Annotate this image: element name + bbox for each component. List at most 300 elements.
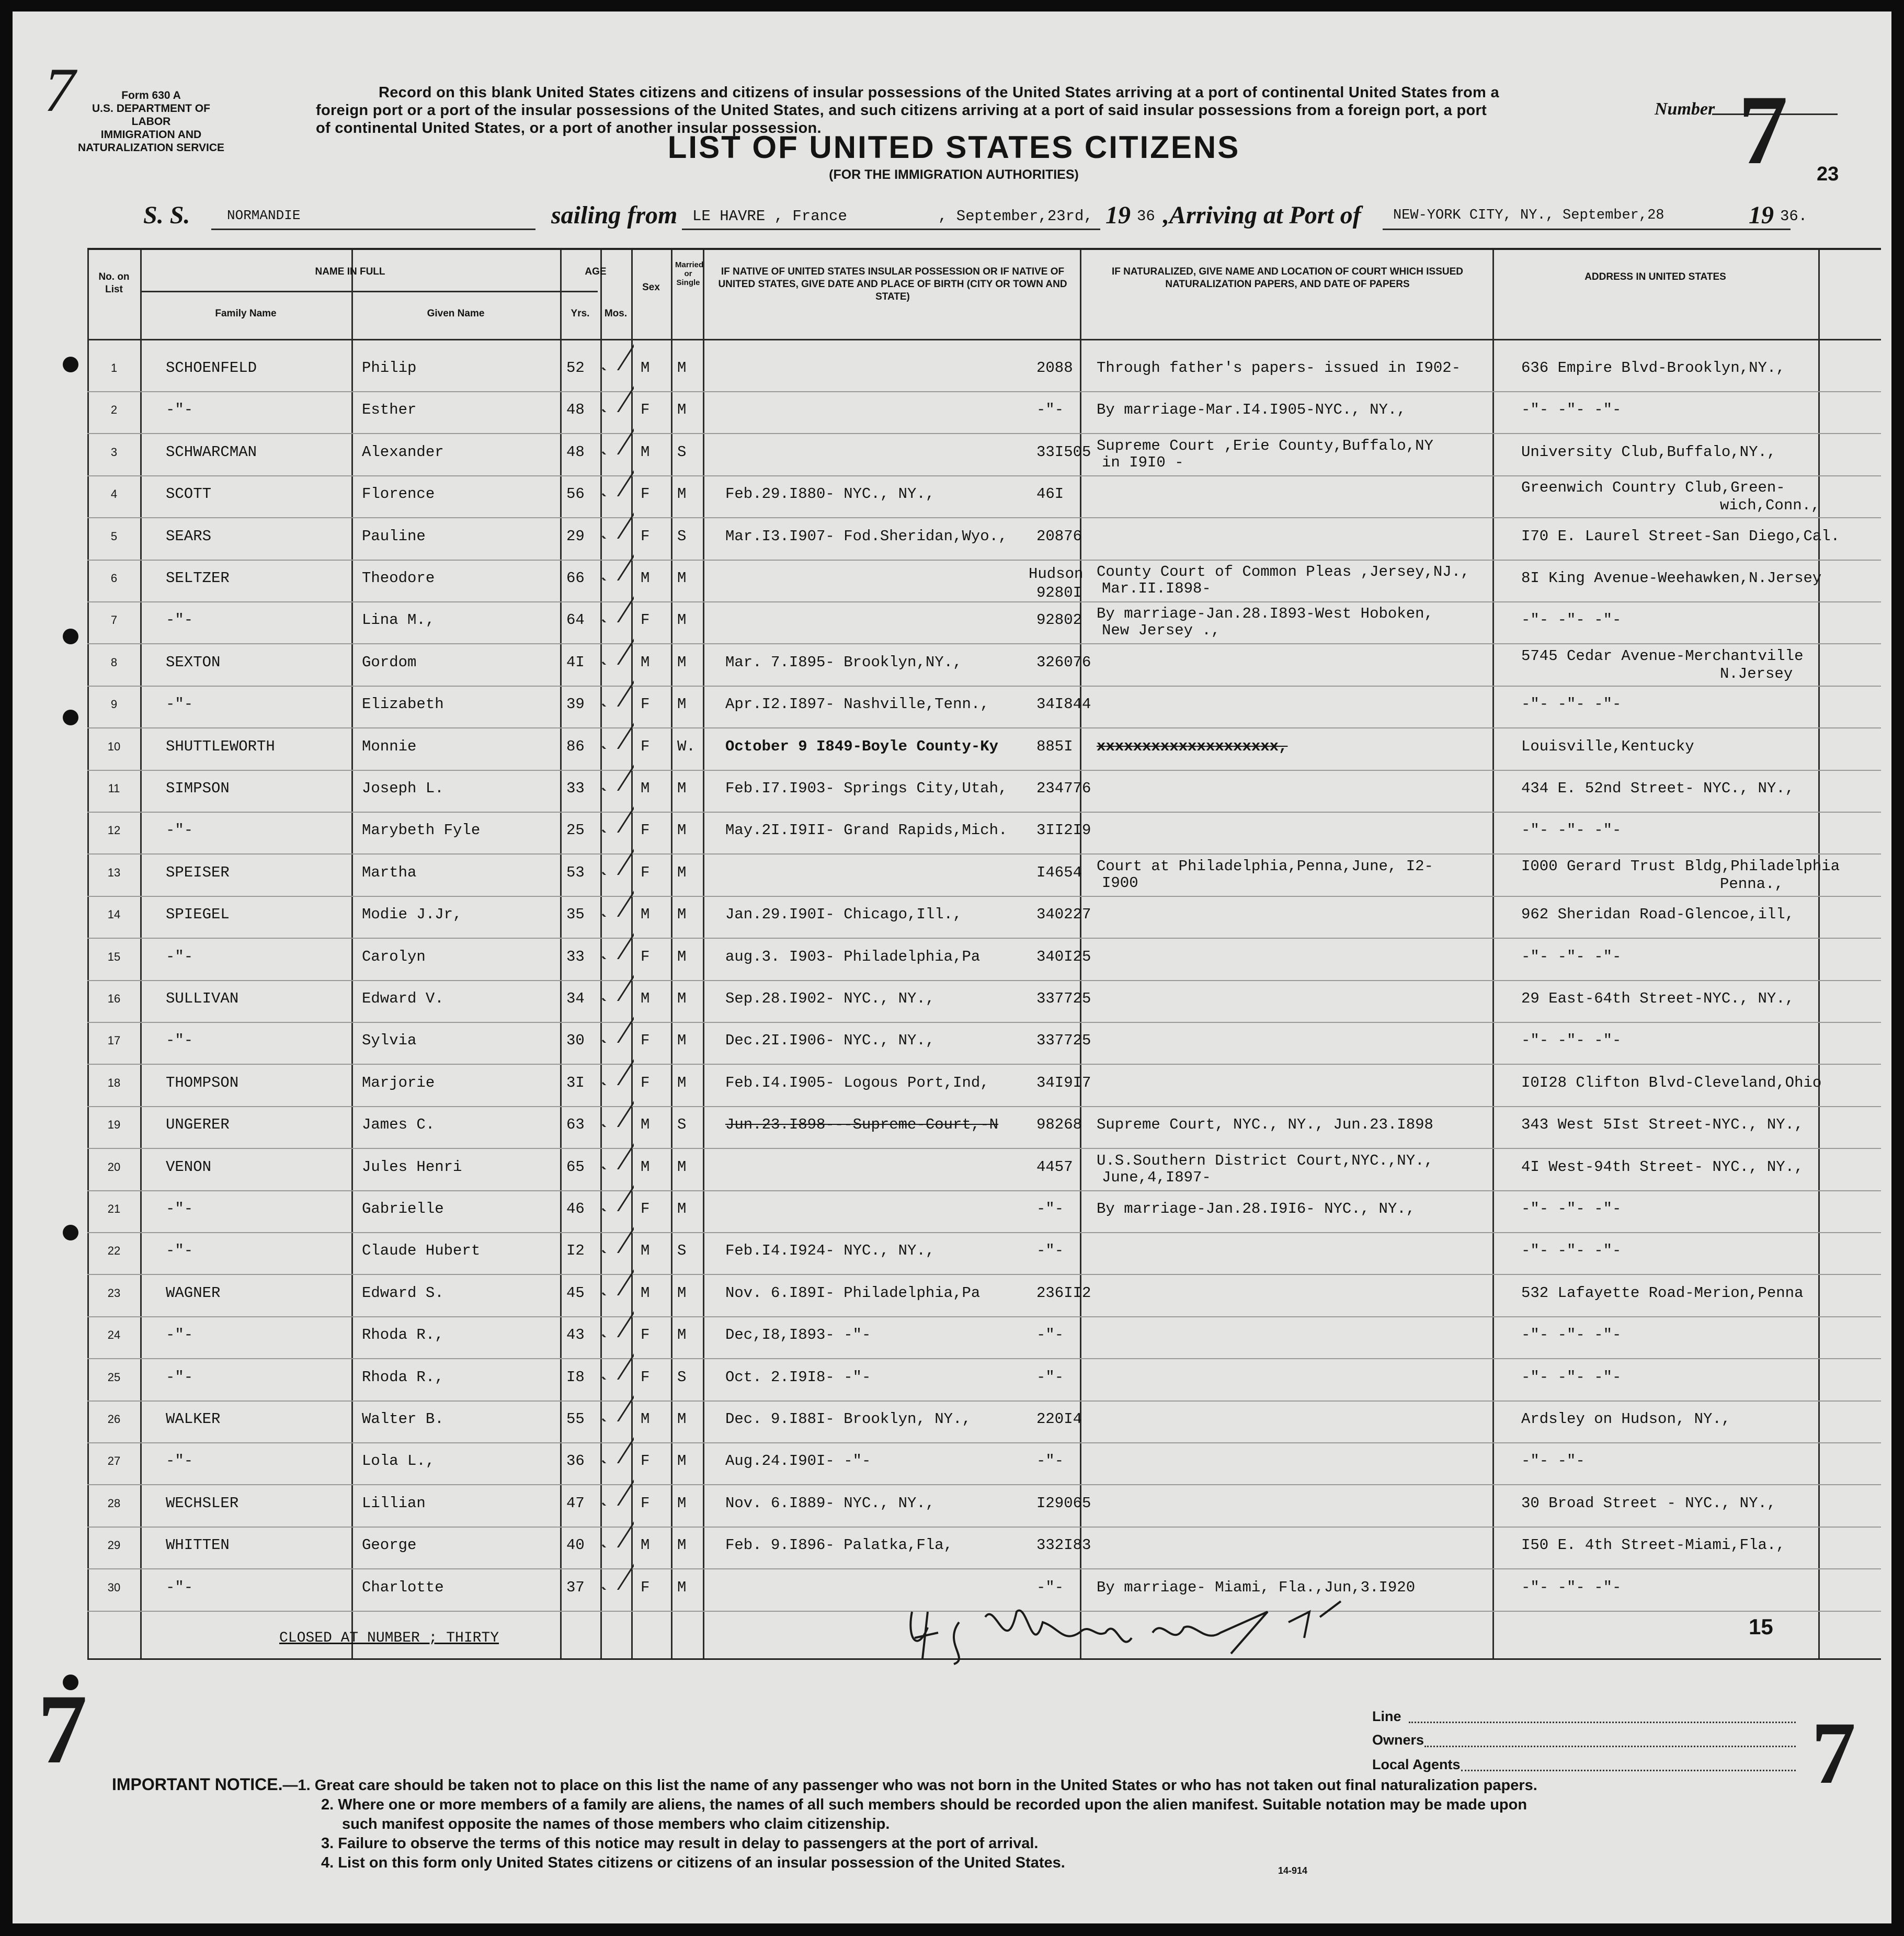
cell-code: -"- — [1036, 1242, 1064, 1260]
cell-addr: -"- -"- -"- — [1521, 401, 1622, 419]
cell-given: Sylvia — [362, 1032, 417, 1050]
arr-year-prefix: 19 — [1749, 201, 1774, 229]
punch-hole — [63, 357, 78, 372]
inspector-signature — [891, 1580, 1362, 1669]
cell-sex: M — [641, 443, 650, 461]
header-yrs: Yrs. — [571, 308, 590, 319]
cell-no: 12 — [107, 824, 121, 837]
cell-no: 25 — [107, 1370, 121, 1384]
cell-addr: -"- -"- -"- — [1521, 1326, 1622, 1344]
row-rule — [87, 1484, 1881, 1485]
cell-sex: F — [641, 1578, 650, 1596]
number-label: Number — [1655, 99, 1715, 119]
cell-no: 8 — [110, 655, 118, 669]
cell-code: -"- — [1036, 1368, 1064, 1386]
row-rule — [87, 517, 1881, 518]
cell-ms: S — [677, 1368, 687, 1386]
cell-ms: M — [677, 1326, 687, 1344]
cell-addr: I0I28 Clifton Blvd-Cleveland,Ohio — [1521, 1074, 1822, 1091]
cell-given: Joseph L. — [362, 780, 444, 797]
cell-code: 20876 — [1036, 527, 1082, 545]
cell-birth: Jun.23.I898---Supreme-Court,-N — [725, 1116, 999, 1134]
print-code: 14-914 — [1278, 1865, 1308, 1876]
check-mark-icon — [597, 928, 634, 959]
cell-no: 1 — [110, 361, 118, 374]
cell-family: VENON — [166, 1158, 212, 1176]
ss-label: S. S. — [143, 201, 190, 229]
cell-code: -"- — [1036, 401, 1064, 419]
cell-family: -"- — [166, 1452, 193, 1470]
cell-ms: S — [677, 527, 687, 545]
cell-age: 35 — [566, 906, 585, 924]
check-mark-icon — [597, 423, 634, 454]
cell-no: 22 — [107, 1244, 121, 1258]
check-mark-icon — [597, 1011, 634, 1043]
cell-ms: S — [677, 1116, 687, 1134]
agents-field[interactable] — [1461, 1770, 1796, 1771]
check-mark-icon — [597, 885, 634, 917]
cell-birth: May.2I.I9II- Grand Rapids,Mich. — [725, 822, 1008, 839]
row-rule — [87, 643, 1881, 644]
cell-family: SEXTON — [166, 653, 221, 671]
cell-no: 9 — [110, 698, 118, 711]
cell-family: SCHOENFELD — [166, 359, 257, 377]
sailing-date: , September,23rd, — [938, 208, 1093, 225]
row-rule — [87, 601, 1881, 602]
cell-family: -"- — [166, 1032, 193, 1050]
cell-ms: M — [677, 570, 687, 587]
cell-given: Rhoda R., — [362, 1326, 444, 1344]
cell-addr: 30 Broad Street - NYC., NY., — [1521, 1494, 1776, 1512]
check-mark-icon — [597, 339, 634, 370]
cell-age: 34 — [566, 990, 585, 1007]
cell-sex: M — [641, 1284, 650, 1302]
row-rule — [87, 1274, 1881, 1275]
cell-nat: Supreme Court ,Erie County,Buffalo,NY — [1097, 437, 1433, 454]
check-mark-icon — [597, 507, 634, 539]
agents-label: Local Agents — [1372, 1757, 1461, 1772]
row-rule — [87, 1442, 1881, 1443]
cell-sex: F — [641, 527, 650, 545]
passenger-table — [87, 248, 1881, 1660]
cell-given: Theodore — [362, 570, 435, 587]
cell-ms: M — [677, 1536, 687, 1554]
cell-family: -"- — [166, 401, 193, 419]
cell-birth: Feb.I7.I903- Springs City,Utah, — [725, 780, 1008, 797]
cell-given: Esther — [362, 401, 417, 419]
cell-addr: I70 E. Laurel Street-San Diego,Cal. — [1521, 527, 1840, 545]
cell-ms: S — [677, 443, 687, 461]
cell-no: 16 — [107, 992, 121, 1005]
sailing-from: LE HAVRE , France — [692, 208, 847, 225]
cell-code: 2088 — [1036, 359, 1073, 377]
cell-birth: Oct. 2.I9I8- -"- — [725, 1368, 871, 1386]
cell-no: 27 — [107, 1454, 121, 1468]
cell-ms: S — [677, 1242, 687, 1260]
cell-addr: 29 East-64th Street-NYC., NY., — [1521, 990, 1795, 1007]
cell-ms: M — [677, 1284, 687, 1302]
cell-sex: M — [641, 570, 650, 587]
form-service-2: NATURALIZATION SERVICE — [77, 142, 224, 154]
cell-nat2: in I9I0 - — [1102, 453, 1184, 471]
cell-family: SIMPSON — [166, 780, 230, 797]
cell-code: -"- — [1036, 1452, 1064, 1470]
cell-family: WAGNER — [166, 1284, 221, 1302]
cell-age: 29 — [566, 527, 585, 545]
notice-2b: such manifest opposite the names of those members who claim citizenship. — [342, 1816, 890, 1832]
cell-birth: Nov. 6.I89I- Philadelphia,Pa — [725, 1284, 980, 1302]
cell-addr: Greenwich Country Club,Green- — [1521, 479, 1785, 497]
cell-ms: M — [677, 1494, 687, 1512]
cell-no: 24 — [107, 1328, 121, 1342]
cell-age: 4I — [566, 653, 585, 671]
cell-family: -"- — [166, 696, 193, 713]
notice-4: 4. List on this form only United States citizens or citizens of an insular possession of the United States. — [321, 1854, 1065, 1871]
cell-code: 92802 — [1036, 611, 1082, 629]
cell-sex: M — [641, 906, 650, 924]
cell-sex: M — [641, 1116, 650, 1134]
cell-birth: Mar.I3.I907- Fod.Sheridan,Wyo., — [725, 527, 1008, 545]
list-number: 7 — [1738, 75, 1788, 185]
sailing-label: sailing from — [551, 201, 678, 229]
cell-no: 18 — [107, 1076, 121, 1089]
check-mark-icon — [597, 1306, 634, 1337]
cell-age: 45 — [566, 1284, 585, 1302]
line-label: Line — [1372, 1709, 1401, 1724]
cell-birth: October 9 I849-Boyle County-Ky — [725, 737, 999, 755]
cell-age: 3I — [566, 1074, 585, 1091]
cell-given: Marybeth Fyle — [362, 822, 481, 839]
cell-addr: 8I King Avenue-Weehawken,N.Jersey — [1521, 570, 1822, 587]
row-rule — [87, 391, 1881, 392]
ship-name: NORMANDIE — [227, 208, 301, 223]
cell-given: Lola L., — [362, 1452, 435, 1470]
notice-1: —1. Great care should be taken not to place on this list the name of any passenger who was not born in the United States or who has not taken out final naturalization papers. — [282, 1777, 1537, 1794]
cell-addr: 4I West-94th Street- NYC., NY., — [1521, 1158, 1804, 1176]
cell-age: 52 — [566, 359, 585, 377]
row-rule — [87, 560, 1881, 561]
cell-given: Gabrielle — [362, 1200, 444, 1217]
check-mark-icon — [597, 1264, 634, 1295]
cell-addr: -"- -"- -"- — [1521, 1032, 1622, 1050]
cell-no: 28 — [107, 1496, 121, 1510]
header-family-name: Family Name — [215, 308, 277, 319]
cell-sex: F — [641, 1074, 650, 1091]
cell-ms: M — [677, 780, 687, 797]
cell-code: 3II2I9 — [1036, 822, 1091, 839]
cell-no: 10 — [107, 739, 121, 753]
cell-birth: Dec. 9.I88I- Brooklyn, NY., — [725, 1410, 971, 1428]
cell-no: 17 — [107, 1034, 121, 1047]
bottom-right-number: 7 — [1811, 1704, 1856, 1802]
row-rule — [87, 812, 1881, 813]
cell-family: SULLIVAN — [166, 990, 239, 1007]
cell-code: 332I83 — [1036, 1536, 1091, 1554]
cell-no: 14 — [107, 908, 121, 921]
check-mark-icon — [597, 844, 634, 875]
cell-age: 48 — [566, 443, 585, 461]
cell-family: SELTZER — [166, 570, 230, 587]
corner-mark: 7 — [44, 55, 75, 124]
check-mark-icon — [597, 1096, 634, 1127]
cell-family: WALKER — [166, 1410, 221, 1428]
cell-no: 5 — [110, 529, 118, 543]
cell-given: Edward S. — [362, 1284, 444, 1302]
cell-family: -"- — [166, 1578, 193, 1596]
cell-ms: W. — [677, 737, 696, 755]
notice-3: 3. Failure to observe the terms of this notice may result in delay to passengers at the port of arrival. — [321, 1835, 1039, 1852]
cell-code: 33I505 — [1036, 443, 1091, 461]
header-birth: IF NATIVE OF UNITED STATES INSULAR POSSESSION OR IF NATIVE OF UNITED STATES, GIVE DATE AND PLACE OF BIRTH (CITY OR TOWN AND STATE) — [718, 266, 1067, 302]
cell-sex: F — [641, 863, 650, 881]
check-mark-icon — [597, 1558, 634, 1590]
check-mark-icon — [597, 633, 634, 665]
check-mark-icon — [597, 718, 634, 749]
cell-code: 337725 — [1036, 990, 1091, 1007]
cell-nat: By marriage-Jan.28.I9I6- NYC., NY., — [1097, 1200, 1416, 1217]
cell-given: Lina M., — [362, 611, 435, 629]
cell-addr: 343 West 5Ist Street-NYC., NY., — [1521, 1116, 1804, 1134]
instruction-line-2: foreign port or a port of the insular possessions of the United States, and such citizens arriving at a port of said insular possessions from a foreign port, a port — [316, 102, 1487, 119]
row-rule — [87, 1148, 1881, 1149]
cell-code: 4457 — [1036, 1158, 1073, 1176]
page-number: 23 — [1817, 163, 1839, 185]
cell-addr: -"- -"- -"- — [1521, 948, 1622, 965]
cell-addr2: Penna., — [1720, 875, 1784, 893]
cell-addr: -"- -"- -"- — [1521, 696, 1622, 713]
header-given-name: Given Name — [427, 308, 485, 319]
cell-given: Philip — [362, 359, 417, 377]
cell-family: -"- — [166, 611, 193, 629]
check-mark-icon — [597, 381, 634, 412]
cell-code: 326076 — [1036, 653, 1091, 671]
cell-age: 25 — [566, 822, 585, 839]
row-rule — [87, 686, 1881, 687]
cell-code: I29065 — [1036, 1494, 1091, 1512]
row-rule — [87, 475, 1881, 476]
cell-birth: Jan.29.I90I- Chicago,Ill., — [725, 906, 962, 924]
cell-age: 63 — [566, 1116, 585, 1134]
cell-family: SCOTT — [166, 485, 212, 503]
manifest-sheet — [13, 12, 1891, 1923]
cell-ms: M — [677, 1200, 687, 1217]
cell-ms: M — [677, 1074, 687, 1091]
cell-code: 236II2 — [1036, 1284, 1091, 1302]
cell-sex: F — [641, 1200, 650, 1217]
cell-age: I2 — [566, 1242, 585, 1260]
cell-given: Pauline — [362, 527, 426, 545]
form-dept: U.S. DEPARTMENT OF LABOR — [92, 103, 210, 128]
cell-code: 340227 — [1036, 906, 1091, 924]
cell-age: 48 — [566, 401, 585, 419]
punch-hole — [63, 629, 78, 644]
cell-sex: M — [641, 990, 650, 1007]
cell-addr: 5745 Cedar Avenue-Merchantville — [1521, 647, 1804, 665]
cell-given: Monnie — [362, 737, 417, 755]
cell-nat: xxxxxxxxxxxxxxxxxxxx, — [1097, 737, 1288, 755]
cell-birth: aug.3. I903- Philadelphia,Pa — [725, 948, 980, 965]
cell-age: 53 — [566, 863, 585, 881]
cell-code: 885I — [1036, 737, 1073, 755]
cell-code: 34I844 — [1036, 696, 1091, 713]
cell-given: Carolyn — [362, 948, 426, 965]
form-service-1: IMMIGRATION AND — [100, 129, 202, 141]
cell-code: I4654 — [1036, 863, 1082, 881]
cell-ms: M — [677, 1578, 687, 1596]
cell-ms: M — [677, 401, 687, 419]
cell-addr: -"- -"- — [1521, 1452, 1585, 1470]
cell-family: -"- — [166, 948, 193, 965]
cell-ms: M — [677, 1158, 687, 1176]
cell-birth: Sep.28.I902- NYC., NY., — [725, 990, 935, 1007]
row-rule — [87, 853, 1881, 855]
cell-given: Florence — [362, 485, 435, 503]
cell-no: 30 — [107, 1580, 121, 1594]
header-sex: Sex — [642, 282, 660, 293]
cell-code: 234776 — [1036, 780, 1091, 797]
row-rule — [87, 1190, 1881, 1191]
check-mark-icon — [597, 591, 634, 622]
cell-sex: M — [641, 1158, 650, 1176]
check-mark-icon — [597, 549, 634, 580]
cell-addr: 532 Lafayette Road-Merion,Penna — [1521, 1284, 1804, 1302]
cell-code: 340I25 — [1036, 948, 1091, 965]
row-rule — [87, 770, 1881, 771]
cell-ms: M — [677, 990, 687, 1007]
notice-label: IMPORTANT NOTICE. — [112, 1775, 283, 1794]
cell-sex: F — [641, 948, 650, 965]
cell-ms: M — [677, 948, 687, 965]
cell-given: Edward V. — [362, 990, 444, 1007]
cell-nat2: New Jersey ., — [1102, 622, 1221, 640]
cell-addr: University Club,Buffalo,NY., — [1521, 443, 1776, 461]
cell-ms: M — [677, 611, 687, 629]
cell-code: 337725 — [1036, 1032, 1091, 1050]
year-suffix: 36 — [1137, 208, 1155, 225]
cell-sex: F — [641, 1032, 650, 1050]
cell-addr: Louisville,Kentucky — [1521, 737, 1694, 755]
cell-age: I8 — [566, 1368, 585, 1386]
line-field[interactable] — [1409, 1722, 1796, 1723]
cell-birth: Feb.29.I880- NYC., NY., — [725, 485, 935, 503]
cell-given: James C. — [362, 1116, 435, 1134]
cell-ms: M — [677, 863, 687, 881]
cell-addr: 434 E. 52nd Street- NYC., NY., — [1521, 780, 1795, 797]
notice-2a: 2. Where one or more members of a family are aliens, the names of all such members should be recorded upon the alien manifest. Suitable notation may be made upon — [321, 1796, 1527, 1813]
owners-label: Owners — [1372, 1732, 1424, 1748]
check-mark-icon — [597, 1432, 634, 1463]
cell-family: WHITTEN — [166, 1536, 230, 1554]
arrival-port: NEW-YORK CITY, NY., September,28 — [1393, 208, 1664, 223]
owners-field[interactable] — [1424, 1746, 1796, 1747]
cell-sex: F — [641, 611, 650, 629]
row-rule — [87, 1568, 1881, 1569]
cell-sex: F — [641, 737, 650, 755]
cell-no: 19 — [107, 1118, 121, 1132]
check-mark-icon — [597, 1222, 634, 1253]
notice-line-1 — [112, 1775, 1811, 1795]
cell-no: 15 — [107, 950, 121, 963]
header-address: ADDRESS IN UNITED STATES — [1584, 271, 1726, 282]
cell-given: Walter B. — [362, 1410, 444, 1428]
cell-no: 20 — [107, 1160, 121, 1174]
cell-nat: Through father's papers- issued in I902- — [1097, 359, 1461, 377]
cell-family: SEARS — [166, 527, 212, 545]
cell-given: Jules Henri — [362, 1158, 462, 1176]
cell-sex: F — [641, 696, 650, 713]
cell-nat: By marriage- Miami, Fla.,Jun,3.I920 — [1097, 1578, 1416, 1596]
cell-nat: County Court of Common Pleas ,Jersey,NJ., — [1097, 563, 1470, 580]
cell-age: 55 — [566, 1410, 585, 1428]
instruction-line-3: of continental United States, or a port of another insular possession. — [316, 120, 822, 136]
cell-family: SPIEGEL — [166, 906, 230, 924]
check-mark-icon — [597, 1138, 634, 1169]
cell-addr: -"- -"- -"- — [1521, 611, 1622, 629]
check-mark-icon — [597, 1516, 634, 1547]
cell-age: 33 — [566, 948, 585, 965]
cell-birth: Feb.I4.I924- NYC., NY., — [725, 1242, 935, 1260]
cell-sex: F — [641, 822, 650, 839]
header-age: AGE — [585, 266, 607, 277]
check-mark-icon — [597, 675, 634, 707]
cell-ms: M — [677, 359, 687, 377]
cell-ms: M — [677, 1410, 687, 1428]
cell-given: Marjorie — [362, 1074, 435, 1091]
cell-ms: M — [677, 822, 687, 839]
cell-addr: -"- -"- -"- — [1521, 1578, 1622, 1596]
cell-addr: -"- -"- -"- — [1521, 822, 1622, 839]
cell-sex: F — [641, 1326, 650, 1344]
check-mark-icon — [597, 970, 634, 1001]
cell-sex: M — [641, 1536, 650, 1554]
cell-nat: Court at Philadelphia,Penna,June, I2- — [1097, 857, 1433, 875]
cell-no: 26 — [107, 1413, 121, 1426]
cell-code: 34I9I7 — [1036, 1074, 1091, 1091]
cell-code2: 9280I — [1036, 584, 1082, 601]
cell-no: 29 — [107, 1539, 121, 1552]
cell-sex: F — [641, 485, 650, 503]
cell-sex: M — [641, 653, 650, 671]
cell-nat2: Mar.II.I898- — [1102, 580, 1211, 597]
cell-no: 3 — [110, 445, 118, 459]
year-prefix: 19 — [1105, 201, 1131, 229]
cell-no: 7 — [110, 613, 118, 627]
row-rule — [87, 1400, 1881, 1402]
cell-sex: M — [641, 359, 650, 377]
cell-addr: Ardsley on Hudson, NY., — [1521, 1410, 1731, 1428]
cell-ms: M — [677, 1032, 687, 1050]
cell-family: SPEISER — [166, 863, 230, 881]
cell-birth: Nov. 6.I889- NYC., NY., — [725, 1494, 935, 1512]
cell-family: THOMPSON — [166, 1074, 239, 1091]
cell-nat: By marriage-Mar.I4.I905-NYC., NY., — [1097, 401, 1406, 419]
cell-birth: Feb.I4.I905- Logous Port,Ind, — [725, 1074, 989, 1091]
row-rule — [87, 433, 1881, 434]
cell-sex: F — [641, 1452, 650, 1470]
header-naturalized: IF NATURALIZED, GIVE NAME AND LOCATION OF COURT WHICH ISSUED NATURALIZATION PAPERS, AND DATE OF PAPERS — [1111, 266, 1463, 290]
cell-birth: Dec,I8,I893- -"- — [725, 1326, 871, 1344]
page-title: LIST OF UNITED STATES CITIZENS — [667, 130, 1240, 165]
cell-no: 6 — [110, 572, 118, 585]
cell-addr: -"- -"- -"- — [1521, 1368, 1622, 1386]
cell-no: 21 — [107, 1202, 121, 1215]
cell-birth: Feb. 9.I896- Palatka,Fla, — [725, 1536, 953, 1554]
cell-birth: Dec.2I.I906- NYC., NY., — [725, 1032, 935, 1050]
sailing-underline — [682, 229, 1100, 230]
cell-code: Hudson — [1029, 565, 1084, 583]
cell-given: Alexander — [362, 443, 444, 461]
cell-given: Elizabeth — [362, 696, 444, 713]
